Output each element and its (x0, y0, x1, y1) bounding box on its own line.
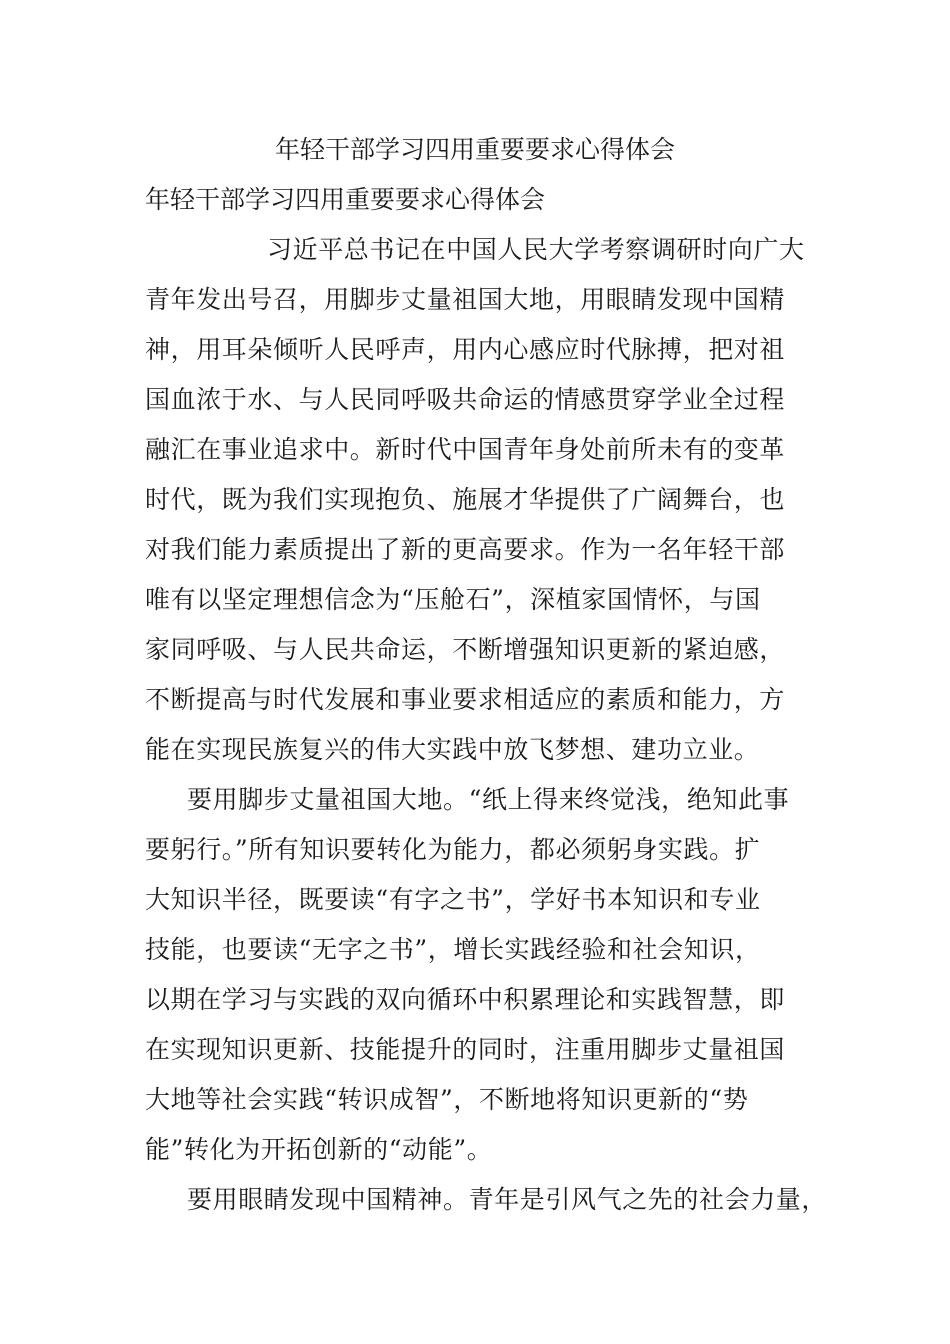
paragraph-1-line-2: 青年发出号召，用脚步丈量祖国大地，用眼睛发现中国精 (145, 285, 786, 314)
paragraph-1-line-8: 唯有以坚定理想信念为“压舱石”，深植家国情怀，与国 (145, 585, 761, 614)
paragraph-1-line-1: 习近平总书记在中国人民大学考察调研时向广大 (267, 235, 805, 264)
paragraph-2-line-2: 要躬行。”所有知识要转化为能力，都必须躬身实践。扩 (145, 835, 761, 864)
paragraph-1-line-10: 不断提高与时代发展和事业要求相适应的素质和能力，方 (145, 685, 786, 714)
paragraph-2-line-8: 能”转化为开拓创新的“动能”。 (145, 1135, 493, 1164)
paragraph-2-line-4: 技能，也要读“无字之书”，增长实践经验和社会知识， (145, 935, 761, 964)
paragraph-2-line-1: 要用脚步丈量祖国大地。“纸上得来终觉浅，绝知此事 (187, 785, 790, 814)
paragraph-2-line-3: 大知识半径，既要读“有字之书”，学好书本知识和专业 (145, 885, 761, 914)
document-subtitle: 年轻干部学习四用重要要求心得体会 (145, 185, 546, 214)
paragraph-1-line-5: 融汇在事业追求中。新时代中国青年身处前所未有的变革 (145, 435, 786, 464)
paragraph-1-line-3: 神，用耳朵倾听人民呼声，用内心感应时代脉搏，把对祖 (145, 335, 786, 364)
paragraph-3-line-1: 要用眼睛发现中国精神。青年是引风气之先的社会力量， (187, 1185, 828, 1214)
document-title: 年轻干部学习四用重要要求心得体会 (274, 135, 675, 164)
paragraph-1-line-7: 对我们能力素质提出了新的更高要求。作为一名年轻干部 (145, 535, 786, 564)
paragraph-1-line-9: 家同呼吸、与人民共命运，不断增强知识更新的紧迫感， (145, 635, 786, 664)
paragraph-2-line-5: 以期在学习与实践的双向循环中积累理论和实践智慧，即 (145, 985, 786, 1014)
paragraph-1-line-11: 能在实现民族复兴的伟大实践中放飞梦想、建功立业。 (145, 735, 760, 764)
paragraph-1-line-4: 国血浓于水、与人民同呼吸共命运的情感贯穿学业全过程 (145, 385, 786, 414)
paragraph-1-line-6: 时代，既为我们实现抱负、施展才华提供了广阔舞台，也 (145, 485, 786, 514)
paragraph-2-line-6: 在实现知识更新、技能提升的同时，注重用脚步丈量祖国 (145, 1035, 786, 1064)
paragraph-2-line-7: 大地等社会实践“转识成智”，不断地将知识更新的“势 (145, 1085, 749, 1114)
